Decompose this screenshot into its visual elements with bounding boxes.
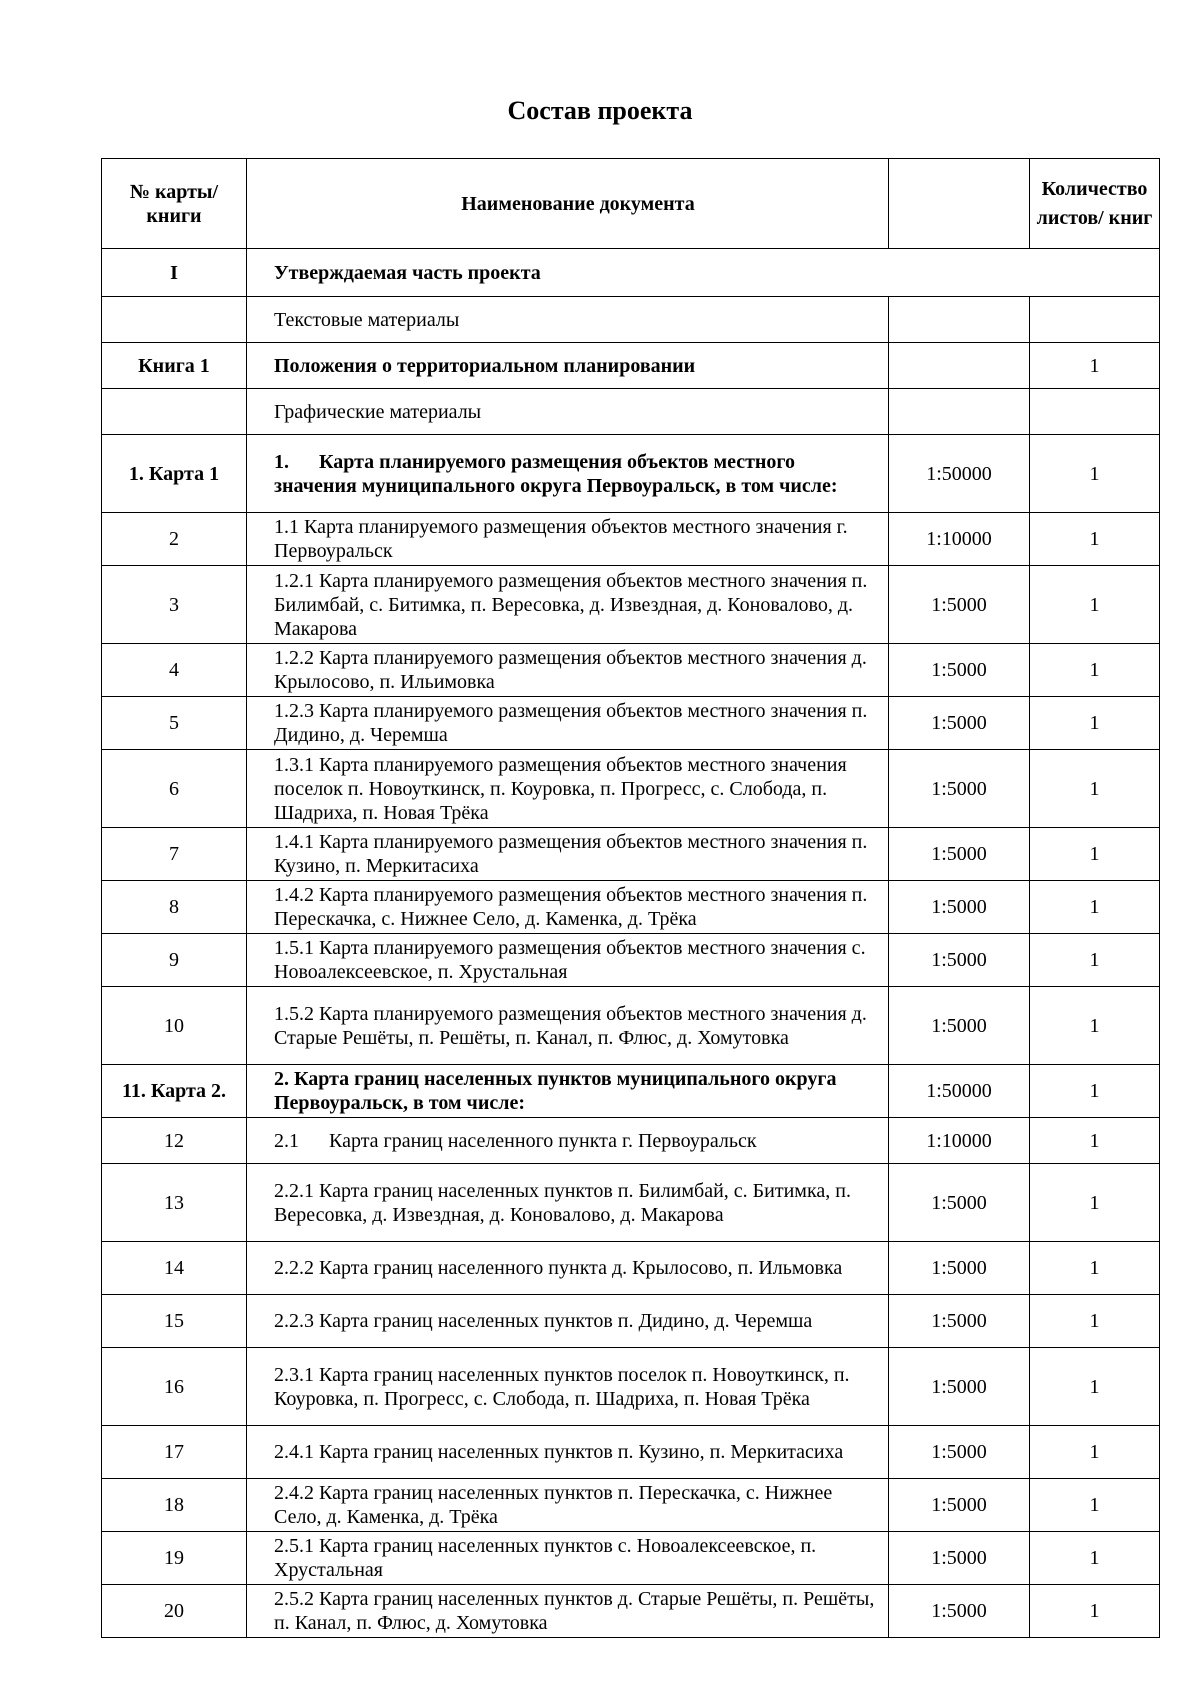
sheet-count-cell: 1 [1030,1065,1160,1118]
document-name-cell: 2.4.1 Карта границ населенных пунктов п. Кузино, п. Меркитасиха [247,1426,889,1479]
document-name-cell: 2.5.1 Карта границ населенных пунктов с. Новоалексеевское, п. Хрустальная [247,1532,889,1585]
sheet-count-cell: 1 [1030,1532,1160,1585]
table-row [102,644,1160,697]
section-number: I [102,249,247,297]
map-number-cell: 18 [102,1479,247,1532]
scale-cell: 1:10000 [889,513,1030,566]
table-row [102,1532,1160,1585]
table-row [102,1164,1160,1242]
sheet-count-cell: 1 [1030,934,1160,987]
header-map-number: № карты/ книги [102,159,247,249]
header-scale [889,159,1030,249]
map-number-cell: 10 [102,987,247,1065]
sheet-count-cell: 1 [1030,828,1160,881]
map-number-cell: 7 [102,828,247,881]
sheet-count-cell: 1 [1030,697,1160,750]
document-name-cell: 2.2.2 Карта границ населенного пункта д. Крылосово, п. Ильмовка [247,1242,889,1295]
document-name-cell: 1.4.2 Карта планируемого размещения объектов местного значения п. Перескачка, с. Нижнее Село, д. Каменка, д. Трёка [247,881,889,934]
document-name-cell: 2.3.1 Карта границ населенных пунктов поселок п. Новоуткинск, п. Коуровка, п. Прогресс, с. Слобода, п. Шадриха, п. Новая Трёка [247,1348,889,1426]
table-row [102,435,1160,513]
table-row [102,881,1160,934]
map-number-cell: 15 [102,1295,247,1348]
table-row [102,1118,1160,1164]
sheet-count-cell: 1 [1030,435,1160,513]
sheet-count-cell: 1 [1030,1164,1160,1242]
scale-cell [889,389,1030,435]
document-name-cell: 1.2.3 Карта планируемого размещения объектов местного значения п. Дидино, д. Черемша [247,697,889,750]
scale-cell: 1:5000 [889,1479,1030,1532]
page-title: Состав проекта [507,96,693,125]
map-number-cell: 5 [102,697,247,750]
table-row [102,513,1160,566]
scale-cell: 1:5000 [889,1348,1030,1426]
document-name-cell: 1. Карта планируемого размещения объектов местного значения муниципального округа Первоуральск, в том числе: [247,435,889,513]
table-row [102,389,1160,435]
table-row [102,1348,1160,1426]
map-number-cell: 16 [102,1348,247,1426]
table-row [102,1585,1160,1638]
scale-cell: 1:5000 [889,881,1030,934]
table-row [102,343,1160,389]
table-row [102,697,1160,750]
scale-cell: 1:5000 [889,750,1030,828]
section-row [102,249,1160,297]
scale-cell: 1:5000 [889,1295,1030,1348]
document-name-cell: 2.1 Карта границ населенного пункта г. Первоуральск [247,1118,889,1164]
map-number-cell: 19 [102,1532,247,1585]
table-row [102,1242,1160,1295]
table-row [102,934,1160,987]
sheet-count-cell: 1 [1030,566,1160,644]
scale-cell: 1:5000 [889,1242,1030,1295]
document-name-cell: 2. Карта границ населенных пунктов муниципального округа Первоуральск, в том числе: [247,1065,889,1118]
table-row [102,1426,1160,1479]
scale-cell: 1:50000 [889,435,1030,513]
scale-cell: 1:5000 [889,1164,1030,1242]
map-number-cell: 4 [102,644,247,697]
scale-cell: 1:5000 [889,566,1030,644]
sheet-count-cell: 1 [1030,750,1160,828]
header-sheet-count: Количество листов/ книг [1030,159,1160,249]
scale-cell: 1:5000 [889,828,1030,881]
map-number-cell: 11. Карта 2. [102,1065,247,1118]
scale-cell: 1:5000 [889,1532,1030,1585]
table-row [102,1295,1160,1348]
document-name-cell: 2.2.1 Карта границ населенных пунктов п. Билимбай, с. Битимка, п. Вересовка, д. Извездная, д. Коновалово, д. Макарова [247,1164,889,1242]
header-document-name: Наименование документа [247,159,889,249]
document-name-cell: 2.2.3 Карта границ населенных пунктов п. Дидино, д. Черемша [247,1295,889,1348]
map-number-cell: 14 [102,1242,247,1295]
sheet-count-cell: 1 [1030,1242,1160,1295]
sheet-count-cell: 1 [1030,343,1160,389]
document-name-cell: 2.4.2 Карта границ населенных пунктов п. Перескачка, с. Нижнее Село, д. Каменка, д. Трёка [247,1479,889,1532]
document-name-cell: 1.2.1 Карта планируемого размещения объектов местного значения п. Билимбай, с. Битимка, п. Вересовка, д. Извездная, д. Коновалово, д. Макарова [247,566,889,644]
sheet-count-cell: 1 [1030,1426,1160,1479]
sheet-count-cell: 1 [1030,513,1160,566]
sheet-count-cell: 1 [1030,1348,1160,1426]
scale-cell: 1:5000 [889,644,1030,697]
scale-cell: 1:5000 [889,1585,1030,1638]
sheet-count-cell [1030,297,1160,343]
table-row [102,297,1160,343]
map-number-cell: 20 [102,1585,247,1638]
document-name-cell: 1.4.1 Карта планируемого размещения объектов местного значения п. Кузино, п. Меркитасиха [247,828,889,881]
table-header-row [102,159,1160,249]
map-number-cell: 1. Карта 1 [102,435,247,513]
table-row [102,987,1160,1065]
map-number-cell [102,389,247,435]
map-number-cell: 13 [102,1164,247,1242]
document-name-cell: 1.5.2 Карта планируемого размещения объектов местного значения д. Старые Решёты, п. Решёты, п. Канал, п. Флюс, д. Хомутовка [247,987,889,1065]
scale-cell: 1:5000 [889,1426,1030,1479]
sheet-count-cell: 1 [1030,1479,1160,1532]
scale-cell: 1:10000 [889,1118,1030,1164]
map-number-cell: 8 [102,881,247,934]
sheet-count-cell: 1 [1030,1585,1160,1638]
map-number-cell: 12 [102,1118,247,1164]
map-number-cell: 17 [102,1426,247,1479]
map-number-cell: 3 [102,566,247,644]
document-name-cell: Положения о территориальном планировании [247,343,889,389]
document-name-cell: 1.1 Карта планируемого размещения объектов местного значения г. Первоуральск [247,513,889,566]
document-name-cell: 1.3.1 Карта планируемого размещения объектов местного значения поселок п. Новоуткинск, п. Коуровка, п. Прогресс, с. Слобода, п. Шадриха, п. Новая Трёка [247,750,889,828]
scale-cell: 1:5000 [889,987,1030,1065]
document-name-cell: 2.5.2 Карта границ населенных пунктов д. Старые Решёты, п. Решёты, п. Канал, п. Флюс, д. Хомутовка [247,1585,889,1638]
map-number-cell: 6 [102,750,247,828]
table-row [102,828,1160,881]
sheet-count-cell: 1 [1030,1118,1160,1164]
document-name-cell: Текстовые материалы [247,297,889,343]
map-number-cell: Книга 1 [102,343,247,389]
document-name-cell: Графические материалы [247,389,889,435]
map-number-cell: 2 [102,513,247,566]
table-row [102,1479,1160,1532]
table-row [102,750,1160,828]
sheet-count-cell: 1 [1030,881,1160,934]
scale-cell [889,343,1030,389]
document-name-cell: 1.5.1 Карта планируемого размещения объектов местного значения с. Новоалексеевское, п. Хрустальная [247,934,889,987]
sheet-count-cell: 1 [1030,1295,1160,1348]
table-row [102,1065,1160,1118]
project-composition-table [101,158,1160,1638]
sheet-count-cell: 1 [1030,644,1160,697]
sheet-count-cell: 1 [1030,987,1160,1065]
section-title: Утверждаемая часть проекта [247,249,1160,297]
map-number-cell [102,297,247,343]
table-row [102,566,1160,644]
scale-cell [889,297,1030,343]
map-number-cell: 9 [102,934,247,987]
sheet-count-cell [1030,389,1160,435]
scale-cell: 1:5000 [889,697,1030,750]
scale-cell: 1:5000 [889,934,1030,987]
scale-cell: 1:50000 [889,1065,1030,1118]
document-name-cell: 1.2.2 Карта планируемого размещения объектов местного значения д. Крылосово, п. Ильимовка [247,644,889,697]
